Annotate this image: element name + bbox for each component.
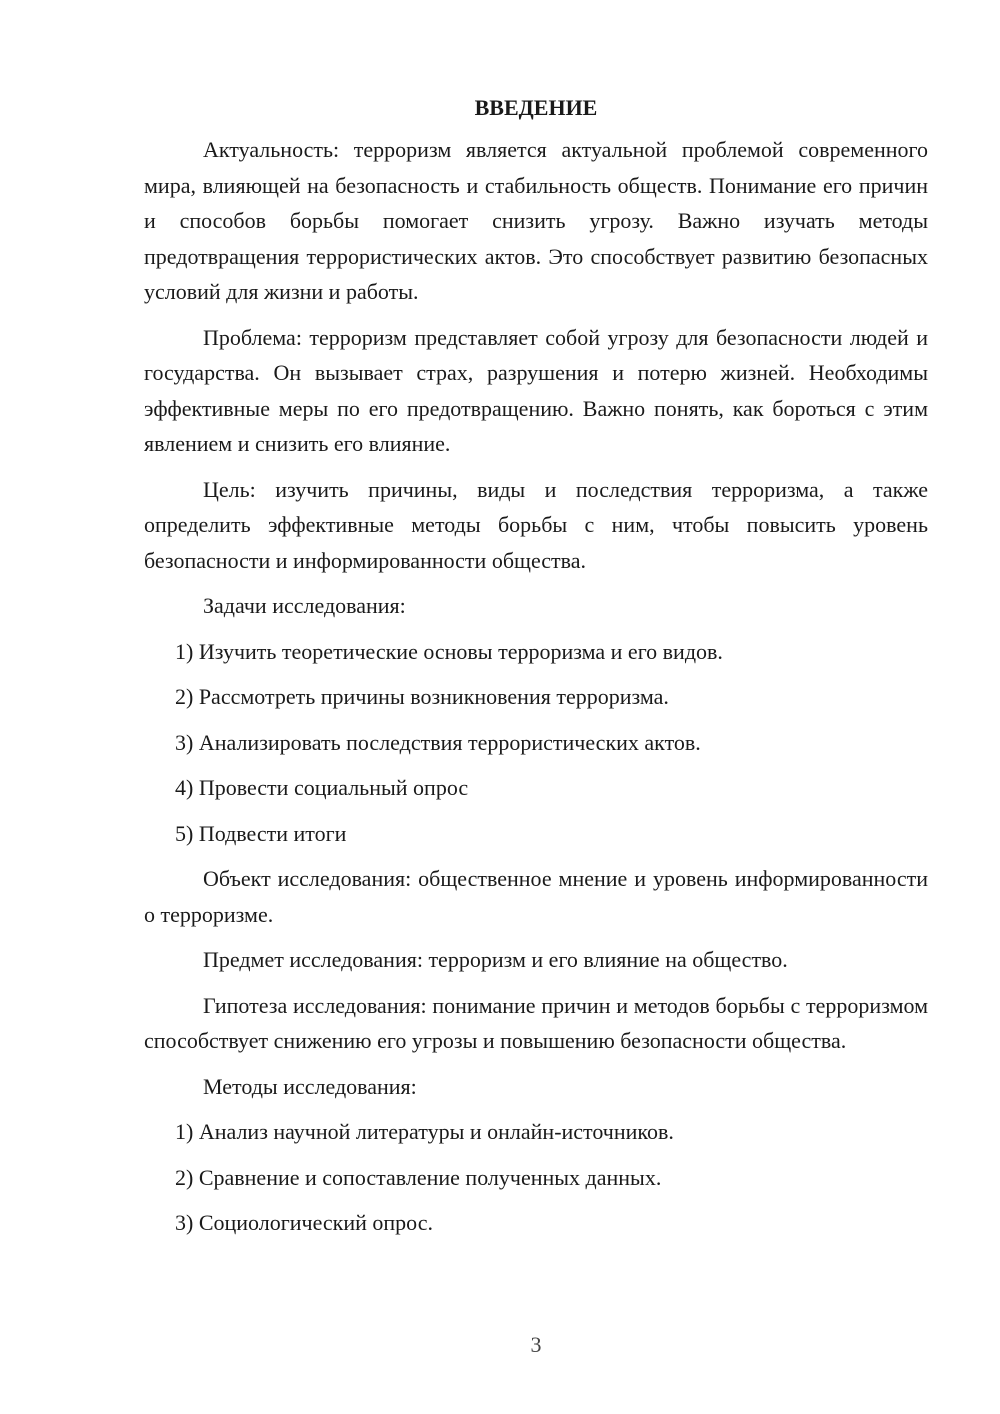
relevance-paragraph: Актуальность: терроризм является актуальной проблемой современного мира, влияющей на безопасность и стабильность обществ. Понимание его причин и способов борьбы помогает снизить угрозу. Важно изучать методы предотвращения террористических актов. Это способствует развитию безопасных условий для жизни и работы. (144, 137, 928, 304)
task-item: 4) Провести социальный опрос (175, 775, 469, 800)
document-page (144, 90, 928, 1251)
page-title: ВВЕДЕНИЕ (474, 95, 598, 120)
task-item: 2) Рассмотреть причины возникновения терроризма. (175, 684, 669, 709)
task-item: 1) Изучить теоретические основы терроризма и его видов. (175, 638, 723, 664)
method-item: 3) Социологический опрос. (175, 1210, 433, 1235)
tasks-heading: Задачи исследования: (203, 593, 406, 618)
goal-paragraph: Цель: изучить причины, виды и последствия терроризма, а также определить эффективные методы борьбы с ним, чтобы повысить уровень безопасности и информированности общества. (144, 476, 928, 573)
method-item: 1) Анализ научной литературы и онлайн-источников. (175, 1119, 674, 1144)
task-item: 3) Анализировать последствия террористических актов. (175, 729, 701, 755)
subject-paragraph: Предмет исследования: терроризм и его влияние на общество. (203, 947, 788, 972)
hypothesis-paragraph: Гипотеза исследования: понимание причин и методов борьбы с терроризмом способствует снижению его угрозы и повышению безопасности общества. (144, 992, 928, 1053)
page-number: 3 (530, 1332, 542, 1357)
object-paragraph: Объект исследования: общественное мнение и уровень информированности о терроризме. (144, 866, 928, 927)
problem-paragraph: Проблема: терроризм представляет собой угрозу для безопасности людей и государства. Он вызывает страх, разрушения и потерю жизней. Необходимы эффективные меры по его предотвращению. Важно понять, как бороться с этим явлением и снизить его влияние. (144, 324, 928, 456)
task-item: 5) Подвести итоги (175, 820, 347, 846)
method-item: 2) Сравнение и сопоставление полученных данных. (175, 1164, 662, 1190)
methods-heading: Методы исследования: (203, 1073, 417, 1099)
